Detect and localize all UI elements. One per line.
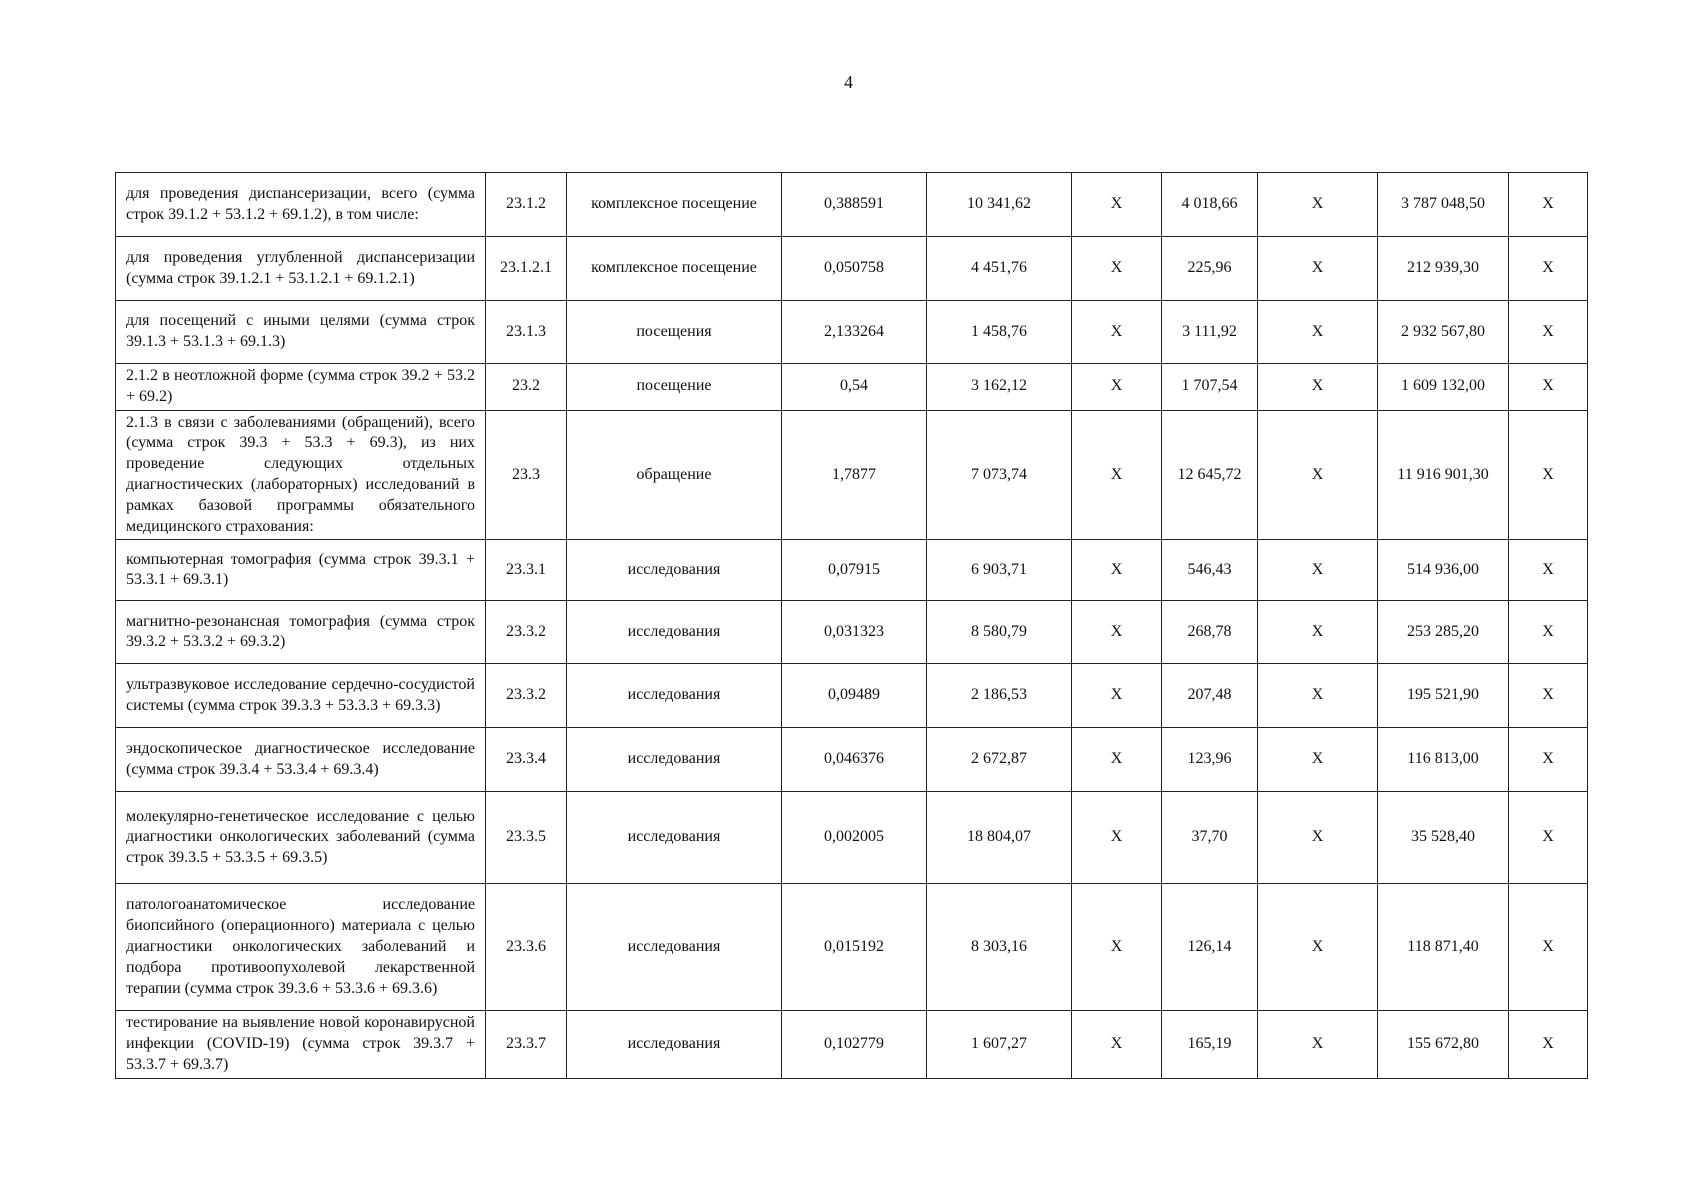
cell-norm-volume: 0,388591 (782, 173, 927, 237)
cell-x-mark: X (1258, 792, 1378, 884)
cell-x-mark: X (1072, 237, 1162, 301)
cell-x-mark: X (1072, 410, 1162, 540)
cell-unit: комплексное посещение (567, 237, 782, 301)
cell-x-mark: X (1072, 173, 1162, 237)
cell-x-mark: X (1258, 364, 1378, 411)
table-row (116, 237, 1588, 301)
cell-unit: исследования (567, 601, 782, 664)
cell-per-capita: 1 707,54 (1162, 364, 1258, 411)
cell-x-mark: X (1509, 364, 1588, 411)
cell-per-capita: 4 018,66 (1162, 173, 1258, 237)
cell-per-capita: 37,70 (1162, 792, 1258, 884)
cell-unit-cost: 1 458,76 (927, 301, 1072, 364)
cell-unit: исследования (567, 884, 782, 1011)
table-row (116, 540, 1588, 601)
cell-x-mark: X (1258, 601, 1378, 664)
cell-norm-volume: 0,54 (782, 364, 927, 411)
table-row (116, 364, 1588, 411)
cell-x-mark: X (1072, 664, 1162, 728)
cell-description: для проведения диспансеризации, всего (сумма строк 39.1.2 + 53.1.2 + 69.1.2), в том числе: (116, 173, 486, 237)
cell-x-mark: X (1509, 664, 1588, 728)
cell-unit: исследования (567, 540, 782, 601)
cell-x-mark: X (1509, 1011, 1588, 1078)
cell-per-capita: 546,43 (1162, 540, 1258, 601)
cell-x-mark: X (1258, 173, 1378, 237)
cell-per-capita: 225,96 (1162, 237, 1258, 301)
cell-x-mark: X (1072, 364, 1162, 411)
cell-total: 11 916 901,30 (1378, 410, 1509, 540)
cell-total: 35 528,40 (1378, 792, 1509, 884)
cell-unit: комплексное посещение (567, 173, 782, 237)
cell-total: 195 521,90 (1378, 664, 1509, 728)
cell-norm-volume: 0,031323 (782, 601, 927, 664)
table-row (116, 884, 1588, 1011)
cell-total: 1 609 132,00 (1378, 364, 1509, 411)
cell-x-mark: X (1509, 792, 1588, 884)
table-row (116, 173, 1588, 237)
cell-x-mark: X (1509, 884, 1588, 1011)
cell-total: 116 813,00 (1378, 728, 1509, 792)
cell-x-mark: X (1509, 237, 1588, 301)
cell-norm-volume: 0,09489 (782, 664, 927, 728)
cell-description: 2.1.3 в связи с заболеваниями (обращений), всего (сумма строк 39.3 + 53.3 + 69.3), из них проведение следующих отдельных диагностических (лабораторных) исследований в рамках базовой программы обязательного медицинского страхования: (116, 410, 486, 540)
cell-norm-volume: 0,002005 (782, 792, 927, 884)
cell-norm-volume: 0,046376 (782, 728, 927, 792)
cell-x-mark: X (1258, 237, 1378, 301)
cell-x-mark: X (1509, 540, 1588, 601)
cell-unit: исследования (567, 792, 782, 884)
cell-unit-cost: 3 162,12 (927, 364, 1072, 411)
cell-per-capita: 268,78 (1162, 601, 1258, 664)
cell-description: ультразвуковое исследование сердечно-сосудистой системы (сумма строк 39.3.3 + 53.3.3 + 69.3.3) (116, 664, 486, 728)
cell-per-capita: 207,48 (1162, 664, 1258, 728)
cell-norm-volume: 2,133264 (782, 301, 927, 364)
cell-row-code: 23.3.2 (486, 664, 567, 728)
table-row (116, 664, 1588, 728)
cell-norm-volume: 1,7877 (782, 410, 927, 540)
cell-row-code: 23.1.2.1 (486, 237, 567, 301)
cell-description: для посещений с иными целями (сумма строк 39.1.3 + 53.1.3 + 69.1.3) (116, 301, 486, 364)
cell-per-capita: 126,14 (1162, 884, 1258, 1011)
cell-unit-cost: 8 303,16 (927, 884, 1072, 1011)
cell-description: магнитно-резонансная томография (сумма строк 39.3.2 + 53.3.2 + 69.3.2) (116, 601, 486, 664)
cell-x-mark: X (1072, 728, 1162, 792)
cell-row-code: 23.3.2 (486, 601, 567, 664)
cell-x-mark: X (1509, 173, 1588, 237)
table-row (116, 1011, 1588, 1078)
cell-x-mark: X (1258, 301, 1378, 364)
cell-description: молекулярно-генетическое исследование с целью диагностики онкологических заболеваний (сумма строк 39.3.5 + 53.3.5 + 69.3.5) (116, 792, 486, 884)
cell-x-mark: X (1258, 884, 1378, 1011)
cell-per-capita: 12 645,72 (1162, 410, 1258, 540)
cell-unit: посещение (567, 364, 782, 411)
cell-unit-cost: 4 451,76 (927, 237, 1072, 301)
cell-x-mark: X (1258, 1011, 1378, 1078)
cell-unit-cost: 2 186,53 (927, 664, 1072, 728)
cell-description: тестирование на выявление новой коронавирусной инфекции (COVID-19) (сумма строк 39.3.7 + 53.3.7 + 69.3.7) (116, 1011, 486, 1078)
cell-x-mark: X (1072, 884, 1162, 1011)
cell-total: 514 936,00 (1378, 540, 1509, 601)
page-number: 4 (844, 72, 853, 92)
cell-unit: исследования (567, 664, 782, 728)
cell-unit-cost: 6 903,71 (927, 540, 1072, 601)
cell-row-code: 23.2 (486, 364, 567, 411)
cell-unit-cost: 18 804,07 (927, 792, 1072, 884)
cell-total: 118 871,40 (1378, 884, 1509, 1011)
cell-description: компьютерная томография (сумма строк 39.3.1 + 53.3.1 + 69.3.1) (116, 540, 486, 601)
cell-unit-cost: 10 341,62 (927, 173, 1072, 237)
table-row (116, 410, 1588, 540)
cell-total: 155 672,80 (1378, 1011, 1509, 1078)
cell-x-mark: X (1509, 301, 1588, 364)
table-row (116, 728, 1588, 792)
cell-per-capita: 165,19 (1162, 1011, 1258, 1078)
cell-description: 2.1.2 в неотложной форме (сумма строк 39.2 + 53.2 + 69.2) (116, 364, 486, 411)
cell-row-code: 23.3 (486, 410, 567, 540)
table-body (116, 173, 1588, 1079)
data-table (115, 172, 1588, 1079)
cell-row-code: 23.3.1 (486, 540, 567, 601)
table-row (116, 601, 1588, 664)
cell-unit-cost: 1 607,27 (927, 1011, 1072, 1078)
cell-unit-cost: 2 672,87 (927, 728, 1072, 792)
cell-x-mark: X (1072, 1011, 1162, 1078)
cell-row-code: 23.1.2 (486, 173, 567, 237)
cell-unit: исследования (567, 1011, 782, 1078)
cell-description: для проведения углубленной диспансеризации (сумма строк 39.1.2.1 + 53.1.2.1 + 69.1.2.1) (116, 237, 486, 301)
table-row (116, 301, 1588, 364)
cell-unit-cost: 7 073,74 (927, 410, 1072, 540)
cell-x-mark: X (1072, 301, 1162, 364)
cell-description: эндоскопическое диагностическое исследование (сумма строк 39.3.4 + 53.3.4 + 69.3.4) (116, 728, 486, 792)
cell-norm-volume: 0,102779 (782, 1011, 927, 1078)
cell-row-code: 23.3.5 (486, 792, 567, 884)
cell-x-mark: X (1072, 601, 1162, 664)
cell-x-mark: X (1258, 540, 1378, 601)
cell-per-capita: 3 111,92 (1162, 301, 1258, 364)
table-row (116, 792, 1588, 884)
cell-norm-volume: 0,050758 (782, 237, 927, 301)
cell-unit: посещения (567, 301, 782, 364)
cell-x-mark: X (1072, 792, 1162, 884)
cell-total: 2 932 567,80 (1378, 301, 1509, 364)
cell-unit: обращение (567, 410, 782, 540)
cell-row-code: 23.3.6 (486, 884, 567, 1011)
cell-total: 3 787 048,50 (1378, 173, 1509, 237)
cell-x-mark: X (1258, 728, 1378, 792)
cell-total: 253 285,20 (1378, 601, 1509, 664)
cell-x-mark: X (1258, 410, 1378, 540)
cell-description: патологоанатомическое исследование биопсийного (операционного) материала с целью диагностики онкологических заболеваний и подбора противоопухолевой лекарственной терапии (сумма строк 39.3.6 + 53.3.6 + 69.3.6) (116, 884, 486, 1011)
cell-unit-cost: 8 580,79 (927, 601, 1072, 664)
cell-unit: исследования (567, 728, 782, 792)
cell-x-mark: X (1509, 728, 1588, 792)
cell-row-code: 23.3.4 (486, 728, 567, 792)
cell-row-code: 23.3.7 (486, 1011, 567, 1078)
cell-x-mark: X (1509, 410, 1588, 540)
cell-x-mark: X (1258, 664, 1378, 728)
cell-x-mark: X (1509, 601, 1588, 664)
cell-per-capita: 123,96 (1162, 728, 1258, 792)
cell-row-code: 23.1.3 (486, 301, 567, 364)
cell-norm-volume: 0,015192 (782, 884, 927, 1011)
cell-norm-volume: 0,07915 (782, 540, 927, 601)
cell-x-mark: X (1072, 540, 1162, 601)
cell-total: 212 939,30 (1378, 237, 1509, 301)
